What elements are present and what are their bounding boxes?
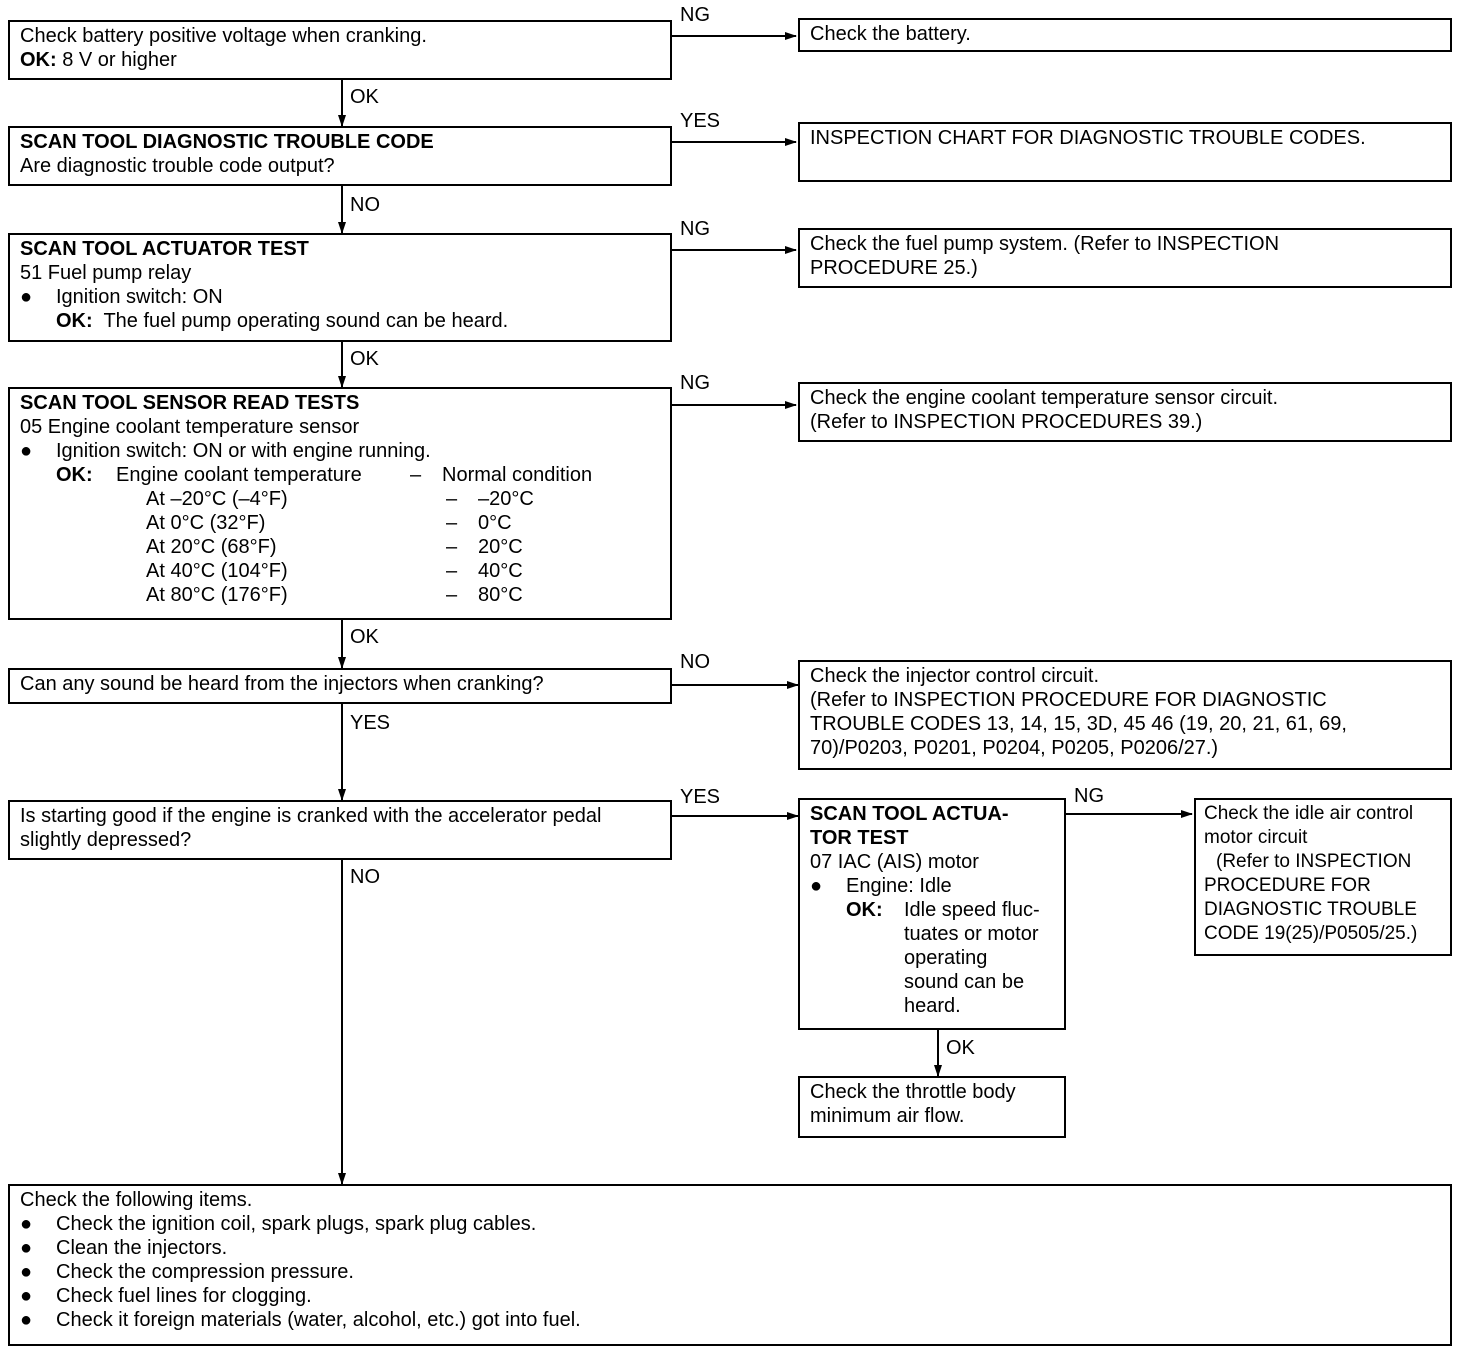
dtc-check-box bbox=[8, 126, 672, 186]
actuator-result-box bbox=[798, 228, 1452, 288]
injector-result-box bbox=[798, 660, 1452, 770]
label-ng-battery: NG bbox=[680, 4, 710, 26]
list-item: ● Check it foreign materials (water, alcohol, etc.) got into fuel. bbox=[20, 1309, 581, 1331]
battery-result-text: Check the battery. bbox=[810, 23, 971, 45]
label-ng-actuator: NG bbox=[680, 218, 710, 240]
dtc-check-title: SCAN TOOL DIAGNOSTIC TROUBLE CODE bbox=[20, 131, 434, 153]
injector-result-line3: TROUBLE CODES 13, 14, 15, 3D, 45 46 (19, 20, 21, 61, 69, bbox=[810, 713, 1347, 735]
sensor-test-item: 05 Engine coolant temperature sensor bbox=[20, 416, 360, 438]
throttle-result-line2: minimum air flow. bbox=[810, 1105, 965, 1127]
sensor-result-box bbox=[798, 382, 1452, 442]
sensor-table-header: OK: Engine coolant temperature – Normal condition bbox=[56, 464, 593, 486]
actuator-test-bullet: ● Ignition switch: ON bbox=[20, 286, 223, 308]
injector-check-text: Can any sound be heard from the injectors when cranking? bbox=[20, 673, 544, 695]
iac-test-title-cont: TOR TEST bbox=[810, 827, 909, 849]
iac-test-bullet: ● Engine: Idle bbox=[810, 875, 952, 897]
iac-result-line3: (Refer to INSPECTION bbox=[1216, 851, 1412, 872]
battery-result-box bbox=[798, 18, 1452, 52]
battery-check-text: Check battery positive voltage when cranking. bbox=[20, 25, 427, 47]
sensor-table-row: At 40°C (104°F) – 40°C bbox=[146, 560, 523, 582]
iac-result-line1: Check the idle air control bbox=[1204, 803, 1414, 824]
injector-check-box bbox=[8, 668, 672, 704]
actuator-test-item: 51 Fuel pump relay bbox=[20, 262, 192, 284]
iac-result-line4: PROCEDURE FOR bbox=[1204, 875, 1371, 896]
iac-test-title: SCAN TOOL ACTUA- bbox=[810, 803, 1009, 825]
starting-check-line1: Is starting good if the engine is cranked with the accelerator pedal bbox=[20, 805, 602, 827]
dtc-result-box bbox=[798, 122, 1452, 182]
actuator-test-box bbox=[8, 233, 672, 342]
sensor-test-title: SCAN TOOL SENSOR READ TESTS bbox=[20, 392, 360, 414]
label-ng-iac: NG bbox=[1074, 785, 1104, 807]
dtc-result-text: INSPECTION CHART FOR DIAGNOSTIC TROUBLE CODES. bbox=[810, 127, 1366, 149]
label-yes-injector: YES bbox=[350, 712, 391, 734]
iac-test-box bbox=[798, 798, 1066, 1030]
sensor-table-row: At –20°C (–4°F) – –20°C bbox=[146, 488, 534, 510]
starting-check-box bbox=[8, 800, 672, 860]
label-no-injector: NO bbox=[680, 651, 710, 673]
iac-test-ok-line3: operating bbox=[904, 947, 988, 969]
dtc-check-question: Are diagnostic trouble code output? bbox=[20, 155, 335, 177]
sensor-table-row: At 0°C (32°F) – 0°C bbox=[146, 512, 512, 534]
iac-test-ok-line5: heard. bbox=[904, 995, 961, 1017]
throttle-result-box bbox=[798, 1076, 1066, 1138]
actuator-result-line2: PROCEDURE 25.) bbox=[810, 257, 978, 279]
list-item: ● Check the ignition coil, spark plugs, spark plug cables. bbox=[20, 1213, 537, 1235]
label-ok-battery: OK bbox=[350, 86, 379, 108]
iac-test-ok-line4: sound can be bbox=[904, 971, 1025, 993]
iac-result-line6: CODE 19(25)/P0505/25.) bbox=[1204, 923, 1418, 944]
sensor-table-row: At 20°C (68°F) – 20°C bbox=[146, 536, 523, 558]
sensor-test-bullet: ● Ignition switch: ON or with engine running. bbox=[20, 440, 431, 462]
iac-result-line2: motor circuit bbox=[1204, 827, 1308, 848]
label-no-starting: NO bbox=[350, 866, 380, 888]
injector-result-line4: 70)/P0203, P0201, P0204, P0205, P0206/27.) bbox=[810, 737, 1219, 759]
iac-test-item: 07 IAC (AIS) motor bbox=[810, 851, 979, 873]
sensor-test-box bbox=[8, 387, 672, 620]
label-ok-actuator: OK bbox=[350, 348, 379, 370]
actuator-test-title: SCAN TOOL ACTUATOR TEST bbox=[20, 238, 309, 260]
injector-result-line2: (Refer to INSPECTION PROCEDURE FOR DIAGNOSTIC bbox=[810, 689, 1327, 711]
list-item: ● Clean the injectors. bbox=[20, 1237, 228, 1259]
label-yes-dtc: YES bbox=[680, 110, 721, 132]
throttle-result-line1: Check the throttle body bbox=[810, 1081, 1016, 1103]
iac-test-ok-line2: tuates or motor bbox=[904, 923, 1039, 945]
actuator-result-line1: Check the fuel pump system. (Refer to INSPECTION bbox=[810, 233, 1280, 255]
sensor-result-line2: (Refer to INSPECTION PROCEDURES 39.) bbox=[810, 411, 1203, 433]
iac-result-line5: DIAGNOSTIC TROUBLE bbox=[1204, 899, 1417, 920]
iac-test-ok: OK: Idle speed fluc- bbox=[846, 899, 1040, 921]
battery-check-box bbox=[8, 20, 672, 80]
actuator-test-ok: OK: The fuel pump operating sound can be heard. bbox=[56, 310, 509, 332]
final-check-title: Check the following items. bbox=[20, 1189, 253, 1211]
list-item: ● Check fuel lines for clogging. bbox=[20, 1285, 312, 1307]
list-item: ● Check the compression pressure. bbox=[20, 1261, 354, 1283]
label-yes-starting: YES bbox=[680, 786, 721, 808]
iac-result-box bbox=[1194, 798, 1452, 956]
label-ok-iac: OK bbox=[946, 1037, 975, 1059]
battery-check-ok: OK: 8 V or higher bbox=[20, 49, 177, 71]
sensor-result-line1: Check the engine coolant temperature sensor circuit. bbox=[810, 387, 1279, 409]
label-no-dtc: NO bbox=[350, 194, 380, 216]
injector-result-line1: Check the injector control circuit. bbox=[810, 665, 1100, 687]
starting-check-line2: slightly depressed? bbox=[20, 829, 192, 851]
final-check-box bbox=[8, 1184, 1452, 1346]
label-ng-sensor: NG bbox=[680, 372, 710, 394]
label-ok-sensor: OK bbox=[350, 626, 379, 648]
sensor-table-row: At 80°C (176°F) – 80°C bbox=[146, 584, 523, 606]
